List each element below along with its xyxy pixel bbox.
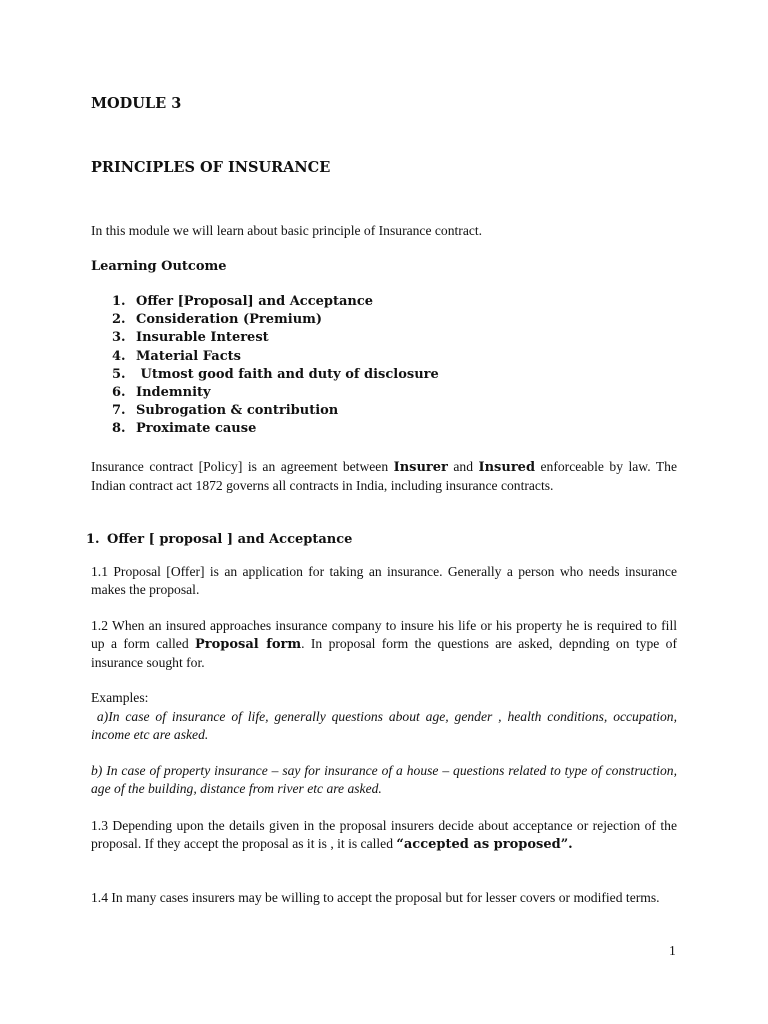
list-item: 5. Utmost good faith and duty of disclosure xyxy=(112,366,439,382)
list-item: 4. Material Facts xyxy=(112,348,241,364)
list-item: 2. Consideration (Premium) xyxy=(112,312,323,328)
section-title: PRINCIPLES OF INSURANCE xyxy=(91,159,331,176)
list-item: 3. Insurable Interest xyxy=(112,330,269,346)
paragraph-1-2: 1.2 When an insured approaches insurance company to insure his life or his property he is required to fill up a form called Proposal form. In proposal form the questions are asked, depnding on type of insurance sought for. xyxy=(91,618,677,670)
page-number: 1 xyxy=(669,943,676,958)
module-title: MODULE 3 xyxy=(91,95,182,112)
example-b: b) In case of property insurance – say for insurance of a house – questions related to type of construction, age of the building, distance from river etc are asked. xyxy=(91,763,677,796)
example-a: a)In case of insurance of life, generally questions about age, gender , health conditions, occupation, income etc are asked. xyxy=(91,709,681,742)
list-item: 1. Offer [Proposal] and Acceptance xyxy=(112,294,374,309)
paragraph-1-1: 1.1 Proposal [Offer] is an application for taking an insurance. Generally a person who needs insurance makes the proposal. xyxy=(91,564,677,597)
examples-label: Examples: xyxy=(91,690,149,705)
paragraph-1-3: 1.3 Depending upon the details given in the proposal insurers decide about acceptance or rejection of the proposal. If they accept the proposal as it is , it is called “accepted as proposed”. xyxy=(91,818,677,852)
list-item: 6. Indemnity xyxy=(112,385,211,401)
section-1-heading: 1. Offer [ proposal ] and Acceptance xyxy=(86,532,353,547)
learning-outcome-title: Learning Outcome xyxy=(91,259,227,274)
intro-paragraph: In this module we will learn about basic principle of Insurance contract. xyxy=(91,223,483,238)
list-item: 8. Proximate cause xyxy=(112,421,257,437)
definition-paragraph: Insurance contract [Policy] is an agreement between Insurer and Insured enforceable by law. The Indian contract act 1872 governs all contracts in India, including insurance contracts. xyxy=(91,459,677,493)
paragraph-1-4: 1.4 In many cases insurers may be willing to accept the proposal but for lesser covers or modified terms. xyxy=(91,890,660,905)
list-item: 7. Subrogation & contribution xyxy=(112,403,339,419)
learning-outcome-list xyxy=(112,293,439,439)
